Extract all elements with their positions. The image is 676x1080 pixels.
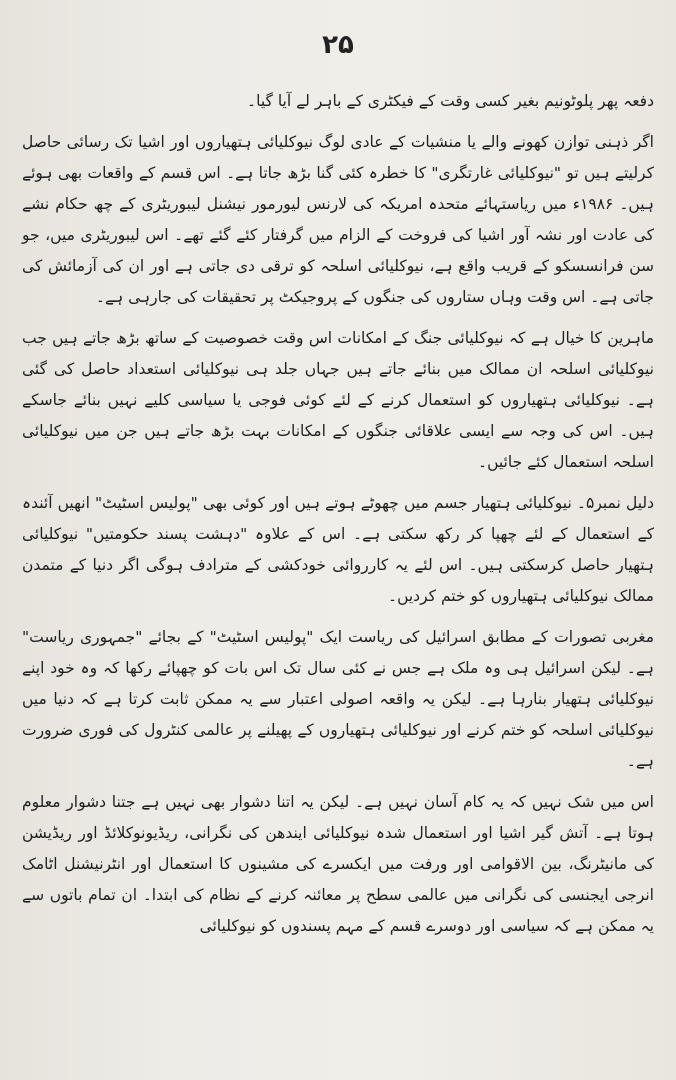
page-body xyxy=(22,86,654,952)
paragraph-2: اگر ذہنی توازن کھونے والے یا منشیات کے عادی لوگ نیوکلیائی ہتھیاروں اور اشیا تک رسائی حاصل کرلیتے ہیں تو "نیوکلیائی غارتگری" کا خطرہ کئی گنا بڑھ جاتا ہے۔ اس قسم کے واقعات بھی ہوئے ہیں۔ ۱۹۸۶ء میں ریاستہائے متحدہ امریکہ کی لارنس لیورمور نیشنل لیبوریٹری کے چھ حکام نشے کی عادت اور نشہ آور اشیا کی فروخت کے الزام میں گرفتار کئے گئے تھے۔ اس لیبوریٹری میں، جو سن فرانسسکو کے قریب واقع ہے، نیوکلیائی اسلحہ کو ترقی دی جاتی ہے اور ان کی آزمائش کی جاتی ہے۔ اس وقت وہاں ستاروں کی جنگوں کے پروجیکٹ پر تحقیقات کی جارہی ہے۔ xyxy=(22,133,654,306)
paragraph-1: دفعہ پھر پلوٹونیم بغیر کسی وقت کے فیکٹری کے باہر لے آیا گیا۔ xyxy=(247,92,654,110)
paragraph-3: ماہرین کا خیال ہے کہ نیوکلیائی جنگ کے امکانات اس وقت خصوصیت کے ساتھ بڑھ جاتے ہیں جب نیوکلیائی اسلحہ ان ممالک میں بنائے جاتے ہیں جہاں جلد ہی نیوکلیائی استعداد حاصل کی گئی ہے۔ نیوکلیائی ہتھیاروں کو استعمال کرنے کے لئے کوئی فوجی یا سیاسی کلیے نہیں بنائے جاسکے ہیں۔ اس کی وجہ سے ایسی علاقائی جنگوں کے امکانات بہت بڑھ جاتے ہیں جن میں نیوکلیائی اسلحہ استعمال کئے جائیں۔ xyxy=(22,329,654,471)
page-number: ۲۵ xyxy=(322,30,354,60)
paragraph-4: دلیل نمبر۵۔ نیوکلیائی ہتھیار جسم میں چھوٹے ہوتے ہیں اور کوئی بھی "پولیس اسٹیٹ" انھیں آئندہ کے استعمال کے لئے چھپا کر رکھ سکتی ہے۔ اس کے علاوہ "دہشت پسند حکومتیں" نیوکلیائی ہتھیار حاصل کرسکتی ہیں۔ اس لئے یہ کارروائی خودکشی کے مترادف ہوگی اگر دنیا کے متمدن ممالک نیوکلیائی ہتھیاروں کو ختم کردیں۔ xyxy=(22,494,654,605)
paragraph-6: اس میں شک نہیں کہ یہ کام آسان نہیں ہے۔ لیکن یہ اتنا دشوار بھی نہیں ہے جتنا دشوار معلوم ہوتا ہے۔ آتش گیر اشیا اور استعمال شدہ نیوکلیائی ایندھن کی نگرانی، ریڈیونوکلائڈ اور ریڈیشن کی مانیٹرنگ، بین الاقوامی اور ورفت میں ایکسرے کی مشینوں کا استعمال اور انٹرنیشنل اٹامک انرجی ایجنسی کی نگرانی میں عالمی سطح پر معائنہ کرنے کے نظام کی ابتدا۔ ان تمام باتوں سے یہ ممکن ہے کہ سیاسی اور دوسرے قسم کے مہم پسندوں کو نیوکلیائی xyxy=(22,793,654,935)
paragraph-5: مغربی تصورات کے مطابق اسرائیل کی ریاست ایک "پولیس اسٹیٹ" کے بجائے "جمہوری ریاست" ہے۔ لیکن اسرائیل ہی وہ ملک ہے جس نے کئی سال تک اس بات کو چھپائے رکھا کہ وہ خود اپنے نیوکلیائی ہتھیار بنارہا ہے۔ لیکن یہ واقعہ اصولی اعتبار سے یہ ممکن ثابت کرتا ہے کہ دنیا میں نیوکلیائی اسلحہ کو ختم کرنے اور نیوکلیائی ہتھیاروں کے پھیلنے پر عالمی کنٹرول کی فوری ضرورت ہے۔ xyxy=(22,628,654,770)
